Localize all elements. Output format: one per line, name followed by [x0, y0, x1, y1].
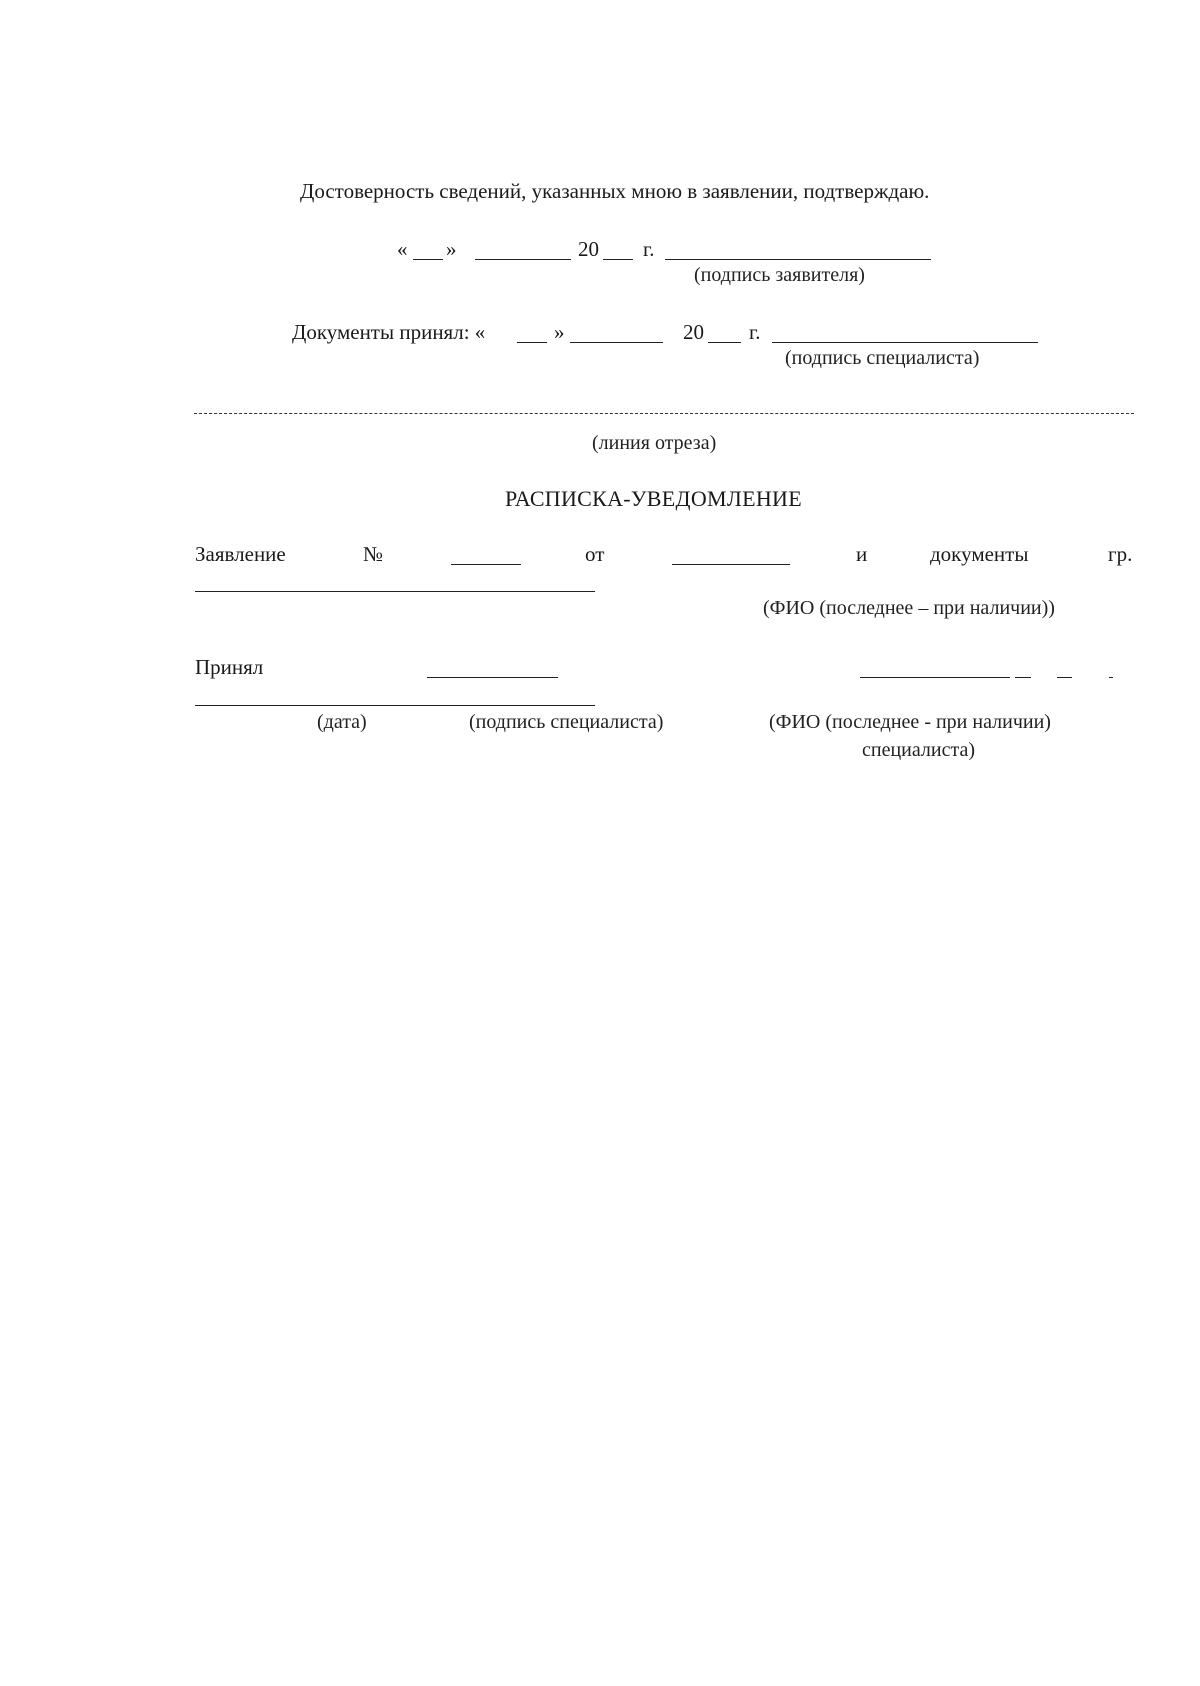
specialist-signature-blank[interactable] [772, 342, 1038, 343]
year-suffix: г. [643, 237, 655, 261]
date-caption: (дата) [317, 711, 367, 733]
receipt-signature-caption: (подпись специалиста) [469, 711, 664, 733]
year-blank[interactable] [603, 259, 633, 260]
statement-text: Достоверность сведений, указанных мною в заявлении, подтверждаю. [300, 179, 930, 203]
close-quote: » [446, 237, 457, 261]
and-word: и [856, 542, 868, 566]
year-prefix: 20 [578, 237, 599, 261]
receipt-specialist-fio-blank-tail-2 [1057, 677, 1072, 678]
receipt-date-line[interactable] [195, 705, 595, 706]
accepted-by-label: Принял [195, 655, 264, 679]
receipt-title: РАСПИСКА-УВЕДОМЛЕНИЕ [505, 486, 802, 511]
from-word: от [585, 542, 605, 566]
day-blank[interactable] [413, 259, 443, 260]
receipt-fio-caption-line1: (ФИО (последнее - при наличии) [769, 711, 1051, 733]
receipt-specialist-fio-blank-tail-3 [1109, 677, 1113, 678]
applicant-signature-caption: (подпись заявителя) [694, 264, 865, 286]
accepted-label: Документы принял: « [292, 320, 486, 344]
accepted-year-blank[interactable] [708, 342, 741, 343]
accepted-month-blank[interactable] [570, 342, 663, 343]
receipt-specialist-fio-blank[interactable] [860, 677, 1010, 678]
specialist-signature-caption: (подпись специалиста) [785, 347, 980, 369]
citizen-fio-blank[interactable] [195, 591, 595, 592]
receipt-specialist-fio-blank-tail-1 [1015, 677, 1031, 678]
citizen-fio-caption: (ФИО (последнее – при наличии)) [763, 597, 1055, 619]
applicant-signature-blank[interactable] [665, 259, 931, 260]
receipt-fio-caption-line2: специалиста) [862, 739, 975, 761]
open-quote: « [397, 237, 408, 261]
cut-line [194, 413, 1134, 414]
documents-word: документы [930, 542, 1029, 566]
cut-line-caption: (линия отреза) [592, 432, 717, 454]
receipt-specialist-signature-blank[interactable] [427, 677, 558, 678]
number-sign: № [363, 542, 384, 566]
statement-word: Заявление [195, 542, 286, 566]
accepted-year-suffix: г. [749, 320, 761, 344]
accepted-close-quote: » [554, 320, 565, 344]
receipt-date-blank[interactable] [672, 564, 790, 565]
receipt-number-blank[interactable] [451, 564, 521, 565]
month-blank[interactable] [475, 259, 571, 260]
accepted-day-blank[interactable] [517, 342, 547, 343]
accepted-year-prefix: 20 [683, 320, 704, 344]
citizen-abbr: гр. [1108, 542, 1133, 566]
